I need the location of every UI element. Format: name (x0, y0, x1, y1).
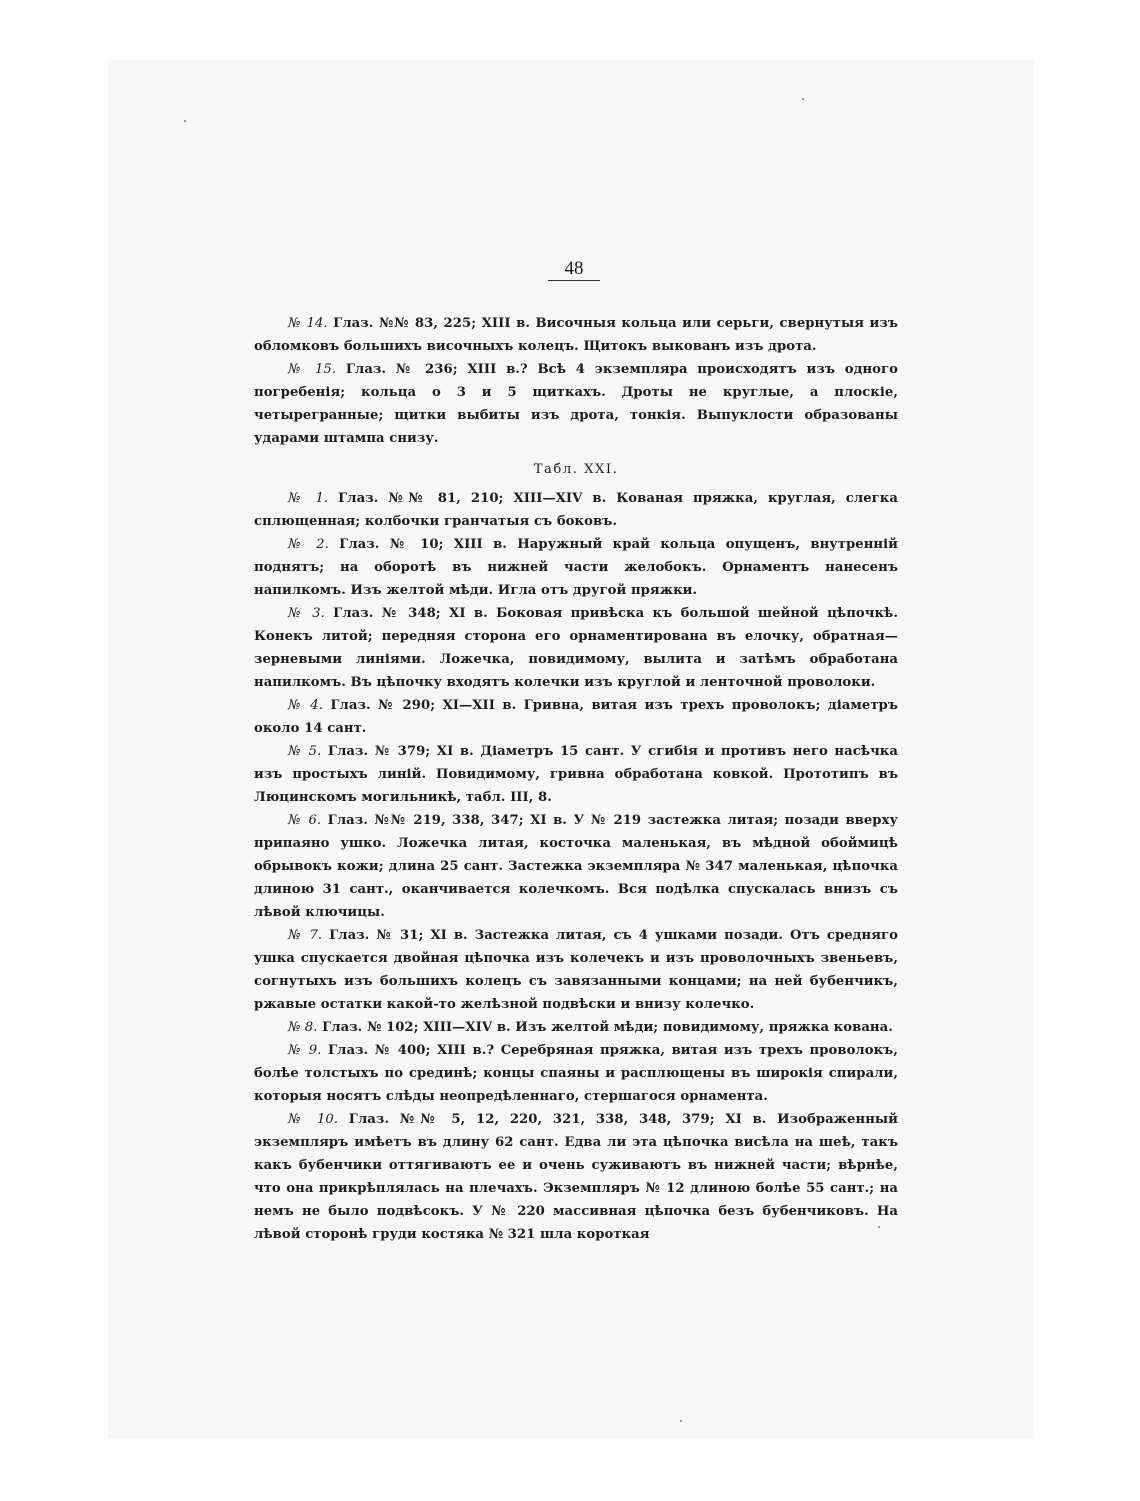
scan-speck (680, 1420, 682, 1422)
entry-number: № 15. (288, 362, 337, 377)
entry-4 (254, 694, 898, 740)
section-title: Табл. XXI. (533, 462, 619, 477)
entry-text: Глаз. № 236; XIII в.? Всѣ 4 экземпляра происходятъ изъ одного погребенія; кольца о 3 и 5 щиткахъ. Дроты не круглые, а плоскіе, четырегранные; щитки выбиты изъ дрота, тонкія. Выпуклости образованы ударами штампа снизу. (254, 362, 898, 446)
entry-number: № 5. (288, 744, 322, 759)
entry-number: № 14. (288, 316, 328, 331)
entry-1 (254, 487, 898, 533)
entry-text: Глаз. № 348; XI в. Боковая привѣска къ большой шейной цѣпочкѣ. Конекъ литой; передняя сторона его орнаментирована въ елочку, обратная—зерневыми линіями. Ложечка, повидимому, вылита и затѣмъ обработана напилкомъ. Въ цѣпочку входятъ колечки изъ круглой и ленточной проволоки. (254, 606, 898, 690)
entry-3 (254, 602, 898, 694)
entry-14 (254, 312, 898, 358)
entry-2 (254, 533, 898, 602)
entry-6 (254, 809, 898, 924)
entry-text: Глаз. № 379; XI в. Діаметръ 15 сант. У сгибія и противъ него насѣчка изъ простыхъ линій. Повидимому, гривна обработана ковкой. Прототипъ въ Люцинскомъ могильникѣ, табл. III, 8. (254, 744, 898, 805)
entry-9 (254, 1039, 898, 1108)
entry-text: Глаз. №№ 83, 225; XIII в. Височныя кольца или серьги, свернутыя изъ обломковъ большихъ височныхъ колецъ. Щитокъ выкованъ изъ дрота. (254, 316, 898, 354)
entry-text: Глаз. № 10; XIII в. Наружный край кольца опущенъ, внутренній поднятъ; на оборотѣ въ нижней части желобокъ. Орнаментъ нанесенъ напилкомъ. Изъ желтой мѣди. Игла отъ другой пряжки. (254, 537, 898, 598)
entry-8 (254, 1016, 898, 1039)
entry-text: Глаз. №№ 219, 338, 347; XI в. У № 219 застежка литая; позади вверху припаяно ушко. Ложечка литая, косточка маленькая, въ мѣдной обоймицѣ обрывокъ кожи; длина 25 сант. Застежка экземпляра № 347 маленькая, цѣпочка длиною 31 сант., оканчивается колечкомъ. Вся подѣлка спускалась внизъ съ лѣвой ключицы. (254, 813, 898, 920)
entry-text: Глаз. № 31; XI в. Застежка литая, съ 4 ушками позади. Отъ средняго ушка спускается двойная цѣпочка изъ колечекъ и изъ проволочныхъ звеньевъ, согнутыхъ изъ большихъ колецъ съ завязанными концами; на ней бубенчикъ, ржавые остатки какой-то желѣзной подвѣски и внизу колечко. (254, 928, 898, 1012)
entry-text: Глаз. № 102; XIII—XIV в. Изъ желтой мѣди; повидимому, пряжка кована. (317, 1020, 893, 1035)
entry-5 (254, 740, 898, 809)
entry-15 (254, 358, 898, 450)
document-body (254, 312, 898, 1246)
entry-7 (254, 924, 898, 1016)
entry-number: № 9. (288, 1043, 322, 1058)
entry-number: № 10. (288, 1112, 339, 1127)
entry-number: № 4. (288, 698, 323, 713)
entry-number: № 8. (288, 1020, 318, 1035)
entry-number: № 3. (288, 606, 325, 621)
scan-speck (184, 120, 186, 122)
entry-text: Глаз. №№ 81, 210; XIII—XIV в. Кованая пряжка, круглая, слегка сплющенная; колбочки гранчатыя съ боковъ. (254, 491, 898, 529)
page-number: 48 (548, 258, 600, 281)
entry-10 (254, 1108, 898, 1246)
entry-text: Глаз. №№ 5, 12, 220, 321, 338, 348, 379; XI в. Изображенный экземпляръ имѣетъ въ длину 62 сант. Едва ли эта цѣпочка висѣла на шеѣ, такъ какъ бубенчики оттягиваютъ ее и очень суживаютъ въ нижней части; вѣрнѣе, что она прикрѣплялась на плечахъ. Экземпляръ № 12 длиною болѣе 55 сант.; на немъ не было подвѣсокъ. У № 220 массивная цѣпочка безъ бубенчиковъ. На лѣвой сторонѣ груди костяка № 321 шла короткая (254, 1112, 898, 1242)
entry-number: № 7. (288, 928, 323, 943)
entry-text: Глаз. № 400; XIII в.? Серебряная пряжка, витая изъ трехъ проволокъ, болѣе толстыхъ по срединѣ; концы спаяны и расплющены въ широкія спирали, которыя носятъ слѣды неопредѣленнаго, стершагося орнамента. (254, 1043, 898, 1104)
entry-text: Глаз. № 290; XI—XII в. Гривна, витая изъ трехъ проволокъ; діаметръ около 14 сант. (254, 698, 898, 736)
scan-speck (802, 98, 804, 100)
entry-number: № 2. (288, 537, 329, 552)
entry-number: № 6. (288, 813, 322, 828)
entry-number: № 1. (288, 491, 329, 506)
